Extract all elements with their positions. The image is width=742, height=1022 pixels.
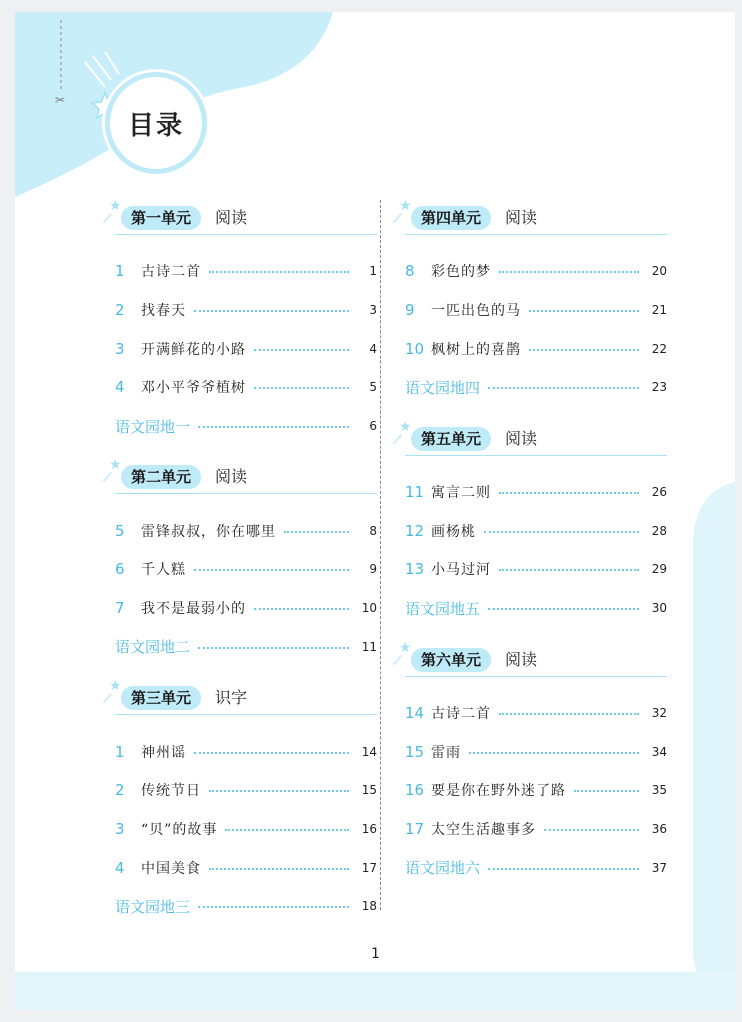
lesson-title: 传统节日 (141, 783, 201, 800)
lesson-title: 神州谣 (141, 744, 186, 761)
right-column (399, 198, 667, 901)
toc-entry[interactable] (115, 732, 377, 771)
page-ref: 21 (651, 303, 667, 318)
lesson-title: 枫树上的喜鹊 (431, 341, 521, 358)
unit-name: 第三单元 (121, 686, 201, 710)
lesson-number: 3 (115, 339, 125, 358)
unit-block (399, 418, 667, 628)
dot-leader (254, 608, 349, 610)
lesson-title: 我不是最弱小的 (141, 601, 246, 618)
lesson-title: 雷雨 (431, 744, 461, 761)
lesson-title: 古诗二首 (431, 705, 491, 722)
dot-leader (284, 531, 349, 533)
unit-block (399, 639, 667, 887)
lesson-title: 要是你在野外迷了路 (431, 783, 566, 800)
dot-leader (529, 310, 639, 312)
toc-entry[interactable] (115, 252, 377, 291)
page-number: 1 (371, 946, 380, 962)
unit-underline (405, 676, 667, 677)
unit-underline (115, 493, 377, 494)
lesson-number: 17 (405, 819, 425, 838)
lesson-number: 2 (115, 301, 125, 320)
lesson-number: 12 (405, 521, 425, 540)
toc-entry[interactable] (115, 511, 377, 550)
dot-leader (469, 752, 639, 754)
toc-entry[interactable] (405, 473, 667, 512)
star-icon: ★ (109, 457, 122, 474)
lesson-number: 11 (405, 483, 425, 502)
dot-leader (488, 608, 639, 610)
lesson-number: 2 (115, 781, 125, 800)
page-ref: 8 (369, 523, 377, 538)
toc-entry[interactable] (405, 694, 667, 733)
unit-type: 阅读 (215, 467, 248, 487)
toc-entry[interactable] (405, 848, 667, 887)
page-ref: 26 (651, 485, 667, 500)
lesson-title: 一匹出色的马 (431, 303, 521, 320)
star-icon: ★ (399, 418, 412, 435)
dot-leader (194, 569, 349, 571)
unit-header (399, 639, 667, 686)
lesson-title: 雷锋叔叔，你在哪里 (141, 523, 276, 540)
streak-decoration (393, 213, 411, 231)
svg-text:✂: ✂ (55, 93, 66, 107)
lesson-number: 4 (115, 378, 125, 397)
lesson-title: 千人糕 (141, 562, 186, 579)
dot-leader (198, 426, 349, 428)
toc-entry[interactable] (115, 771, 377, 810)
unit-name: 第二单元 (121, 465, 201, 489)
lesson-title: 中国美食 (141, 860, 201, 877)
toc-entry[interactable] (405, 511, 667, 550)
lesson-title: 语文园地三 (115, 897, 191, 916)
lesson-number: 16 (405, 781, 425, 800)
page-ref: 22 (651, 341, 667, 356)
page-ref: 4 (369, 341, 377, 356)
toc-title-badge (105, 72, 207, 174)
toc-entry[interactable] (115, 589, 377, 628)
lesson-title: 彩色的梦 (431, 264, 491, 281)
toc-entry[interactable] (115, 329, 377, 368)
page-ref: 9 (369, 562, 377, 577)
toc-entry[interactable] (405, 368, 667, 407)
lesson-number: 3 (115, 819, 125, 838)
page-ref: 34 (651, 744, 667, 759)
column-divider (380, 200, 381, 910)
dot-leader (488, 387, 639, 389)
page-ref: 23 (651, 380, 667, 395)
dot-leader (194, 310, 349, 312)
lesson-title: 语文园地五 (405, 599, 481, 618)
lesson-title: 画杨桃 (431, 523, 476, 540)
lesson-title: 开满鲜花的小路 (141, 341, 246, 358)
unit-type: 阅读 (505, 428, 538, 448)
dot-leader (194, 752, 349, 754)
lesson-number: 15 (405, 742, 425, 761)
lesson-title: 语文园地一 (115, 417, 191, 436)
lesson-number: 6 (115, 560, 125, 579)
page-ref: 17 (361, 860, 377, 875)
toc-entry[interactable] (405, 252, 667, 291)
dot-leader (529, 349, 639, 351)
unit-type: 阅读 (505, 208, 538, 227)
dot-leader (499, 492, 639, 494)
toc-page (15, 12, 735, 1010)
page-ref: 18 (361, 899, 377, 914)
unit-underline (115, 714, 377, 715)
dot-leader (499, 569, 639, 571)
unit-underline (405, 234, 667, 235)
streak-decoration (103, 213, 121, 231)
lesson-number: 13 (405, 560, 425, 579)
lesson-title: 太空生活趣事多 (431, 821, 536, 838)
lesson-title: 邓小平爷爷植树 (141, 380, 246, 397)
toc-entry[interactable] (405, 291, 667, 330)
dot-leader (209, 790, 349, 792)
unit-block (109, 198, 377, 445)
toc-entry[interactable] (115, 887, 377, 926)
lesson-number: 14 (405, 703, 425, 722)
lesson-title: 语文园地六 (405, 859, 481, 878)
dot-leader (209, 271, 349, 273)
lesson-title: 语文园地二 (115, 638, 191, 657)
lesson-title: “贝”的故事 (141, 821, 218, 838)
unit-name: 第四单元 (411, 206, 491, 230)
toc-entry[interactable] (405, 771, 667, 810)
lesson-number: 1 (115, 742, 125, 761)
dot-leader (225, 829, 349, 831)
star-icon: ★ (109, 678, 122, 695)
lesson-title: 找春天 (141, 303, 186, 320)
right-edge-wave-decoration (685, 482, 735, 1002)
lesson-number: 5 (115, 521, 125, 540)
page-ref: 30 (651, 601, 667, 616)
page-ref: 35 (651, 783, 667, 798)
unit-type: 阅读 (215, 208, 248, 227)
dot-leader (574, 790, 639, 792)
toc-entry[interactable] (115, 407, 377, 446)
toc-entry[interactable] (405, 589, 667, 628)
unit-block (109, 457, 377, 666)
lesson-number: 4 (115, 858, 125, 877)
star-icon: ★ (399, 198, 412, 214)
dot-leader (499, 713, 639, 715)
dot-leader (544, 829, 639, 831)
dot-leader (484, 531, 639, 533)
unit-block (109, 678, 377, 925)
unit-header (109, 198, 377, 244)
page-ref: 32 (651, 705, 667, 720)
dot-leader (209, 868, 349, 870)
toc-entry[interactable] (115, 628, 377, 667)
lesson-number: 1 (115, 262, 125, 281)
page-ref: 3 (369, 303, 377, 318)
lesson-title: 小马过河 (431, 562, 491, 579)
left-column (109, 198, 377, 940)
lesson-number: 10 (405, 339, 425, 358)
toc-entry[interactable] (115, 810, 377, 849)
page-ref: 29 (651, 562, 667, 577)
unit-type: 阅读 (505, 649, 538, 669)
toc-entry[interactable] (115, 291, 377, 330)
dot-leader (488, 868, 639, 870)
page-ref: 11 (361, 639, 377, 654)
lesson-title: 寓言二则 (431, 485, 491, 502)
unit-underline (405, 455, 667, 456)
bottom-band-decoration (15, 972, 735, 1010)
unit-header (399, 418, 667, 465)
toc-entry[interactable] (115, 848, 377, 887)
lesson-number: 7 (115, 599, 125, 618)
dot-leader (254, 349, 349, 351)
lesson-number: 8 (405, 262, 415, 281)
dot-leader (198, 906, 349, 908)
unit-name: 第一单元 (121, 206, 201, 230)
unit-header (109, 678, 377, 724)
page-ref: 10 (361, 601, 377, 616)
page-ref: 28 (651, 523, 667, 538)
star-icon: ★ (399, 639, 412, 656)
unit-name: 第六单元 (411, 648, 491, 672)
dot-leader (499, 271, 639, 273)
page-ref: 6 (369, 419, 377, 434)
toc-title: 目录 (127, 110, 184, 141)
dot-leader (254, 387, 349, 389)
toc-entry[interactable] (115, 368, 377, 407)
page-ref: 1 (369, 264, 377, 279)
lesson-title: 古诗二首 (141, 264, 201, 281)
streak-decoration (103, 693, 121, 711)
toc-entry[interactable] (115, 550, 377, 589)
page-ref: 14 (361, 744, 377, 759)
toc-entry[interactable] (405, 329, 667, 368)
lesson-number: 9 (405, 301, 415, 320)
page-ref: 37 (651, 860, 667, 875)
toc-entry[interactable] (405, 550, 667, 589)
streak-decoration (393, 434, 411, 452)
page-ref: 16 (361, 821, 377, 836)
streak-decoration (393, 654, 411, 672)
unit-underline (115, 234, 377, 235)
page-ref: 20 (651, 264, 667, 279)
toc-entry[interactable] (405, 810, 667, 849)
page-ref: 15 (361, 783, 377, 798)
unit-type: 识字 (215, 688, 248, 708)
lesson-title: 语文园地四 (405, 378, 481, 397)
unit-name: 第五单元 (411, 427, 491, 451)
star-icon: ★ (109, 198, 122, 214)
streak-decoration (103, 472, 121, 490)
page-ref: 5 (369, 380, 377, 395)
toc-entry[interactable] (405, 732, 667, 771)
unit-header (109, 457, 377, 503)
unit-header (399, 198, 667, 244)
unit-block (399, 198, 667, 407)
dot-leader (198, 647, 349, 649)
page-ref: 36 (651, 821, 667, 836)
